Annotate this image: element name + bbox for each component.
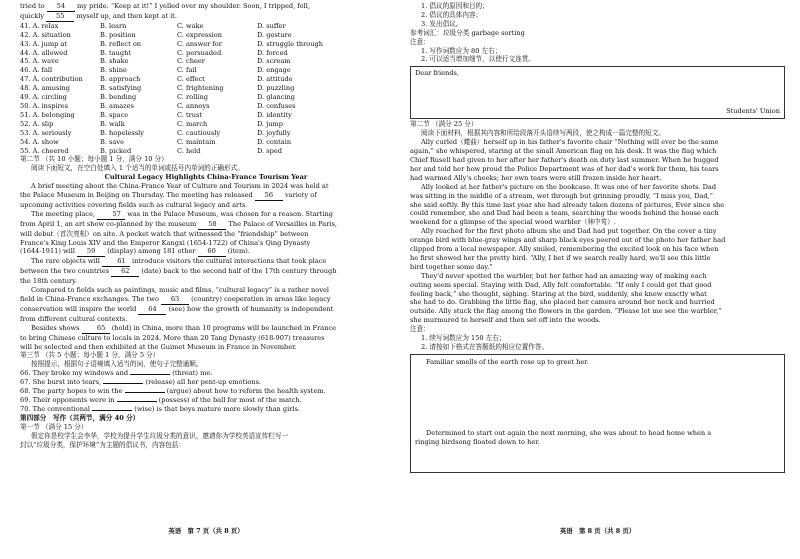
story-line: her and told her how proud the Police Department was of her dad's work for them, his tears (410, 164, 719, 173)
blank-65: 65 (82, 324, 110, 334)
blank-60: 60 (198, 247, 226, 257)
note1-item-2: 2. 可以适当增加细节，以使行文连贯。 (421, 55, 535, 64)
option-row (20, 93, 392, 102)
option-choice[interactable]: 51. A. belonging (20, 110, 75, 119)
greeting: Dear friends, (415, 69, 459, 78)
point-2: 2. 倡议的具体内容； (421, 10, 483, 19)
text: Besides shows (31, 323, 80, 332)
blank-55: 55 (46, 12, 74, 22)
page-footer-8: 英语 第 8 页（共 8 页） (559, 527, 636, 536)
option-choice[interactable]: 49. A. circling (20, 93, 67, 102)
option-choice[interactable]: D. suffer (257, 21, 286, 30)
text: from April 1, an art show co-planned by the museum (20, 219, 197, 228)
option-row (20, 120, 392, 129)
story-line: he first showed her the pretty bird. “Ally, I bet if we search really hard, we'll see this little (410, 253, 711, 262)
text: The rare objects will (31, 257, 100, 266)
story-line: Ally looked at her father's picture on the bookcase. It was one of her favorite shots. Dad (421, 182, 717, 191)
sentence-68 (20, 387, 392, 396)
option-choice[interactable]: D. forced (257, 48, 288, 57)
option-choice[interactable]: B. save (100, 137, 124, 146)
blank-67[interactable] (103, 383, 143, 384)
p2-line-2 (20, 220, 392, 230)
p2-line-4: France's King Louis XIV and the Emperor Kangxi (1654-1722) of China's Qing Dynasty (20, 238, 311, 247)
text: introduce visitors (132, 257, 191, 266)
blank-62: 62 (111, 267, 139, 277)
sentence-70 (20, 405, 392, 414)
note-label-2: 注意： (410, 325, 430, 334)
section3-header: 第三节 （共 5 小题；每小题 1 分，满分 5 分） (20, 351, 160, 360)
note1-item-1: 1. 写作词数应为 80 左右； (421, 46, 502, 55)
option-choice[interactable]: C. rolling (177, 93, 208, 102)
story-line: was sitting in the middle of a stream, wet through but grinning proudly, “I miss you, Dad,” (410, 191, 714, 200)
note2-item-1: 1. 续写词数应为 150 左右； (421, 334, 506, 343)
text: (display) among 181 other (107, 247, 196, 256)
p5-line-1 (20, 324, 392, 334)
option-choice[interactable]: B. space (100, 110, 129, 119)
blank-56: 56 (255, 191, 283, 201)
text: variety of (284, 191, 317, 200)
blank-64: 64 (138, 305, 166, 315)
box-first-para: Familiar smells of the earth rose up to greet her. (426, 357, 589, 366)
option-choice[interactable]: 52. A. slip (20, 119, 54, 128)
option-choice[interactable]: D. confuses (257, 101, 296, 110)
right-section2-instruction: 阅读下面材料，根据其内容和所给段落开头语续写两段，使之构成一篇完整的短文。 (421, 129, 665, 138)
text: was in the Palace Museum, was chosen for a reason. Starting (127, 209, 333, 218)
option-row (20, 138, 392, 147)
box-second-line-2: ringing birdsong floated down to her. (415, 437, 540, 446)
option-choice[interactable]: C. answer for (177, 39, 222, 48)
option-choice[interactable]: 43. A. jump at (20, 39, 67, 48)
part4-header: 第四部分 写作（共两节，满分 40 分） (20, 413, 140, 422)
option-choice[interactable]: D. glancing (257, 93, 296, 102)
story-line: she murmured to herself and then set off into the woods. (410, 316, 601, 325)
p4-line-3 (20, 305, 392, 315)
option-row (20, 75, 392, 84)
blank-70[interactable] (92, 410, 132, 411)
option-choice[interactable]: C. maintain (177, 137, 216, 146)
sentence-67 (20, 378, 392, 387)
text: The meeting place, (31, 209, 95, 218)
option-choice[interactable]: D. jump (257, 119, 284, 128)
text: myself up, and then kept at it. (76, 11, 177, 20)
text: (argue) about how to reform the health system. (166, 387, 326, 396)
sentence-66 (20, 369, 392, 378)
option-choice[interactable]: B. satisfying (100, 84, 142, 93)
p3-line-1 (20, 257, 392, 267)
text: 69. Their opponents were in (20, 395, 115, 404)
option-choice[interactable]: D. attitude (257, 75, 293, 84)
blank-59: 59 (77, 247, 105, 257)
option-choice[interactable]: C. frightening (177, 84, 224, 93)
writing-answer-box[interactable] (410, 66, 785, 119)
option-choice[interactable]: B. position (100, 30, 136, 39)
story-line: she said softly. By this time last year she had already taken dozens of pictures, Ever since she (410, 200, 725, 209)
story-line: had warmed Ally's cheeks; her own tears were still frozen inside her heart. (410, 173, 662, 182)
part4-section1-header: 第一节 （满分 15 分） (20, 422, 88, 431)
option-choice[interactable]: B. shake (100, 57, 129, 66)
text: The Palace of Versailles in Paris, (228, 219, 337, 228)
p4-line-4: from different cultural contexts. (20, 314, 128, 323)
left-page (20, 2, 392, 542)
story-line: she had to do. Grabbing the little flag, she placed her camera around her neck and hurried (410, 298, 715, 307)
option-row (20, 129, 392, 138)
writing1-line-2: 封以“垃圾分类，保护环境”为主题的倡议书，内容包括： (20, 440, 185, 449)
option-row (20, 49, 392, 58)
option-choice[interactable]: B. walk (100, 119, 125, 128)
option-choice[interactable]: 42. A. situation (20, 30, 71, 39)
intro-line-1 (20, 2, 392, 12)
p1-line-3: upcoming activities covering fields such as cultural legacy and arts. (20, 200, 248, 209)
text: (hold) in China, more than 10 programs will be launched in France (111, 323, 337, 332)
text: the Palace Museum in Beijing on Thursday. The meeting has released (20, 191, 253, 200)
passage-title: Cultural Legacy Highlights China-France Tourism Year (104, 173, 308, 182)
text: 67. She burst into tears, (20, 378, 102, 387)
option-choice[interactable]: D. gesture (257, 30, 292, 39)
text: 68. The party hopes to win the (20, 387, 123, 396)
option-choice[interactable]: B. taught (100, 48, 131, 57)
text: between the two countries (20, 267, 110, 276)
p5-line-2: to bring Chinese culture to locals in 2024. More than 20 Tang Dynasty (618-907) treasures (20, 333, 325, 342)
page-footer-7: 英语 第 7 页（共 8 页） (168, 527, 244, 536)
note-label-1: 注意： (410, 37, 430, 46)
story-line: outing seem special. Staying with Dad, Ally felt comfortable. “If only I could get that good (410, 280, 712, 289)
option-row (20, 111, 392, 120)
blank-66[interactable] (130, 374, 170, 375)
blank-57: 57 (97, 210, 125, 220)
text: quickly (20, 11, 45, 20)
box-second-para (415, 429, 780, 447)
text: (country) cooperation in areas like legacy (191, 295, 331, 303)
option-choice[interactable]: D. joyfully (257, 128, 291, 137)
p1-line-1: A brief meeting about the China-France Year of Culture and Tourism in 2024 was held at (31, 182, 329, 191)
option-choice[interactable]: C. effect (177, 75, 205, 84)
text: (wise) is that boys mature more slowly than girls. (134, 404, 300, 413)
option-choice[interactable]: 44. A. allowed (20, 48, 68, 57)
story-passage (410, 138, 785, 325)
story-line: weekend for a glimpse of the special wood warbler（林中莺）. (410, 218, 616, 227)
option-choice[interactable]: 48. A. amusing (20, 84, 70, 93)
option-choice[interactable]: 41. A. relax (20, 21, 59, 30)
text: (1644-1911) will (20, 247, 76, 256)
story-line: feeling back,” she thought, sighing. Staring at the bird, suddenly, she knew exactly what (410, 289, 707, 298)
story-line: orange bird with blue-gray wings and sharp black eyes peered out of the photo her father had (410, 236, 726, 245)
signature: Students' Union (726, 107, 780, 116)
story-line: could remember, she and Dad had been a team, searching the woods behind the house each (410, 209, 719, 218)
option-choice[interactable]: C. expression (177, 30, 222, 39)
option-choice[interactable]: D. sped (257, 146, 282, 155)
option-choice[interactable]: B. approach (100, 75, 141, 84)
p2-line-1 (20, 210, 392, 220)
point-1: 1. 倡议的原因和目的； (421, 2, 489, 10)
section2-header: 第二节 （共 10 小题；每小题 1 分，满分 10 分） (20, 155, 168, 164)
option-choice[interactable]: C. cautiously (177, 128, 221, 137)
option-choice[interactable]: C. annoys (177, 101, 210, 110)
option-choice[interactable]: C. persuaded (177, 48, 222, 57)
text: (possess) of the ball for most of the match. (158, 395, 302, 404)
option-choice[interactable]: C. cheer (177, 57, 205, 66)
option-choice[interactable]: B. reflect on (100, 39, 142, 48)
option-row (20, 66, 392, 75)
option-choice[interactable]: B. picked (100, 146, 132, 155)
continuation-answer-box[interactable] (410, 354, 785, 473)
story-line: Ally curled（蜷曲）herself up in his father's favorite chair “Nothing will ever be the same (421, 138, 719, 147)
text: field in China-France exchanges. The two (20, 295, 159, 303)
option-choice[interactable]: 54. A. show (20, 137, 59, 146)
p5-line-3: will be selected and then exhibited at the Guimet Museum in France in November. (20, 342, 297, 351)
option-choice[interactable]: C. trust (177, 110, 203, 119)
writing1-line-1: 假定你是校学生会李华，学校为提升学生垃圾分类的意识，邀请你为学校英语宣传栏写一 (31, 431, 289, 440)
text: my pride. “Keep at it!” I yelled over my shoulder. Soon, I tripped, fell, (76, 2, 310, 10)
text: 70. The conventional (20, 404, 91, 413)
option-choice[interactable]: 55. A. cheered (20, 146, 69, 155)
sentence-69 (20, 396, 392, 405)
text: (release) all her pent-up emotions. (145, 378, 262, 387)
story-line: Chief Rusell had given to her after her father's death on duty last summer. When he hugged (410, 155, 719, 164)
p4-line-2 (20, 295, 392, 305)
story-line: They'd never spotted the warbler, but her father had an amazing way of making each (421, 271, 707, 280)
option-choice[interactable]: 50. A. inspires (20, 101, 69, 110)
option-row (20, 40, 392, 49)
option-row (20, 22, 392, 31)
text: (item). (227, 247, 250, 256)
option-choice[interactable]: 46. A. fall (20, 66, 53, 75)
option-choice[interactable]: B. shine (100, 66, 127, 75)
note2-item-2: 2. 请按如下格式在答题纸的相应位置作答。 (421, 343, 549, 351)
story-line: outside. Ally stuck the flag among the flowers in the garden. “Please let me see the warbler,” (410, 307, 722, 316)
p1-line-2 (20, 191, 392, 201)
right-section2-header: 第二节 （满分 25 分） (410, 120, 478, 129)
p4-line-1: Compared to fields such as paintings, music and films, “cultural legacy” is a rather novel (31, 286, 329, 295)
option-choice[interactable]: C. held (177, 146, 201, 155)
p3-line-3: the 18th century. (20, 277, 78, 286)
blank-61: 61 (102, 257, 130, 267)
option-choice[interactable]: D. puzzling (257, 84, 295, 93)
option-choice[interactable]: 53. A. seriously (20, 128, 72, 137)
story-line: again,” she whispered, staring at the small American flag on his desk. It was the flag which (410, 147, 717, 156)
box-second-line-1: Determined to start out again the next morning, she was about to head home when a (426, 428, 712, 437)
option-choice[interactable]: D. scream (257, 57, 291, 66)
p2-line-5 (20, 247, 392, 257)
p2-line-3: will debut（首次亮相）on site. A pocket watch that witnessed the “friendship” between (20, 229, 309, 238)
blank-69[interactable] (117, 401, 157, 402)
blank-58: 58 (198, 220, 226, 230)
option-row (20, 31, 392, 40)
text: conservation will inspire the world (20, 304, 137, 313)
option-choice[interactable]: 47. A. contribution (20, 75, 83, 84)
blank-54: 54 (47, 2, 75, 12)
options-list (20, 22, 392, 156)
section2-instruction: 阅读下面短文，在空白处填入 1 个适当的单词或括号内单词的正确形式。 (31, 164, 244, 173)
text: (threat) me. (172, 369, 213, 378)
story-line: Ally reached for the first photo album she and Dad had put together. On the cover a tiny (421, 227, 717, 236)
blank-68[interactable] (125, 392, 165, 393)
option-row (20, 102, 392, 111)
reference-vocab: 参考词汇：垃圾分类 garbage sorting (410, 28, 525, 37)
option-choice[interactable]: B. learn (100, 21, 127, 30)
option-choice[interactable]: D. contain (257, 137, 292, 146)
option-choice[interactable]: B. amazes (100, 101, 134, 110)
option-row (20, 84, 392, 93)
option-choice[interactable]: C. fail (177, 66, 197, 75)
p3-line-2 (20, 267, 392, 277)
option-choice[interactable]: D. engage (257, 66, 291, 75)
section3-instruction: 按照提示，根据句子语境填入适当的词，使句子完整通顺。 (31, 360, 203, 369)
option-choice[interactable]: D. struggle through (257, 39, 323, 48)
option-row (20, 147, 392, 156)
point-3: 3. 发出倡议。 (421, 19, 463, 28)
blank-63: 63 (161, 295, 189, 305)
text: the cultural interactions that took place (192, 257, 327, 266)
right-page (410, 2, 785, 542)
text: tried to (20, 2, 45, 10)
text: (date) back to the second half of the 17th century through (141, 267, 337, 276)
option-choice[interactable]: C. wake (177, 21, 204, 30)
option-choice[interactable]: C. march (177, 119, 208, 128)
text: (see) how the growth of humanity is independent (168, 304, 334, 313)
story-line: bird together some day.” (410, 262, 493, 271)
intro-line-2 (20, 12, 392, 22)
story-line: clipped from a local newspaper. Ally smiled, remembering the excited look on his face when (410, 245, 719, 254)
option-choice[interactable]: 45. A. wave (20, 57, 59, 66)
option-choice[interactable]: D. identity (257, 110, 292, 119)
text: 66. They broke my windows and (20, 369, 129, 378)
option-choice[interactable]: B. hopelessly (100, 128, 144, 137)
option-row (20, 57, 392, 66)
option-choice[interactable]: B. bending (100, 93, 137, 102)
